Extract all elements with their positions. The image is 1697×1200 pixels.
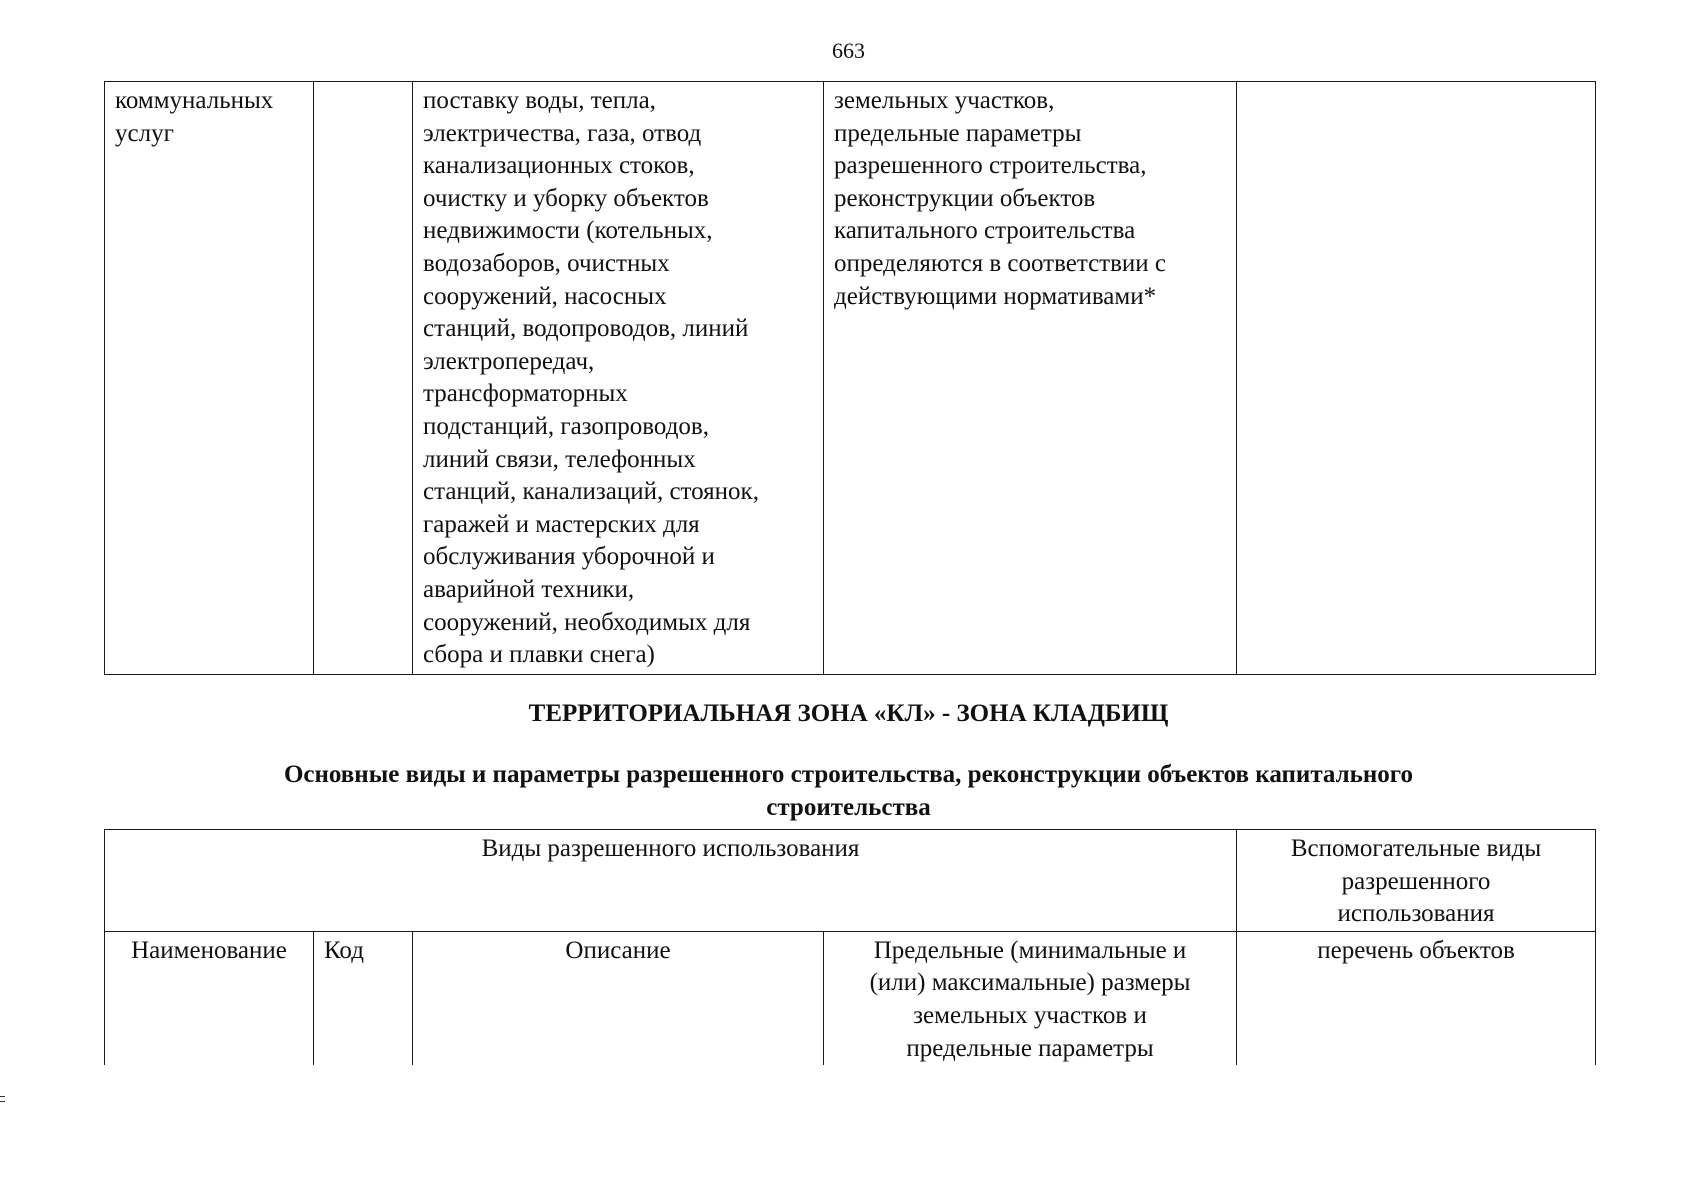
cell-line: недвижимости (котельных, bbox=[423, 217, 713, 245]
header-line: (или) максимальные) размеры bbox=[869, 969, 1191, 997]
header-line: земельных участков и bbox=[913, 1001, 1147, 1029]
cell-line: коммунальных bbox=[115, 87, 274, 114]
header-line: предельные параметры bbox=[906, 1034, 1154, 1062]
table-row bbox=[105, 82, 1596, 675]
header-line: Предельные (минимальные и bbox=[873, 936, 1187, 964]
header-objects: перечень объектов bbox=[1237, 931, 1596, 1065]
cell-line: водозаборов, очистных bbox=[423, 249, 670, 277]
cell-line: поставку воды, тепла, bbox=[423, 87, 656, 114]
header-permitted-uses: Виды разрешенного использования bbox=[105, 830, 1237, 932]
cell-line: определяются в соответствии с bbox=[834, 249, 1167, 277]
cell-line: станций, канализаций, стоянок, bbox=[423, 478, 759, 506]
cell-line: обслуживания уборочной и bbox=[423, 543, 715, 571]
cell-line: предельные параметры bbox=[834, 119, 1082, 147]
cell-auxiliary bbox=[1237, 82, 1596, 675]
cell-line: гаражей и мастерских для bbox=[423, 510, 700, 538]
cell-name bbox=[105, 82, 314, 675]
cell-limits bbox=[824, 82, 1237, 675]
cell-code bbox=[314, 82, 413, 675]
cell-line: сооружений, насосных bbox=[423, 282, 667, 310]
section-title bbox=[0, 758, 1697, 824]
header-line: разрешенного bbox=[1341, 867, 1491, 895]
cell-line: сооружений, необходимых для bbox=[423, 608, 751, 636]
header-line: использования bbox=[1337, 900, 1495, 928]
cell-line: земельных участков, bbox=[834, 87, 1055, 114]
cell-line: сбора и плавки снега) bbox=[423, 641, 655, 669]
table-header-row bbox=[105, 830, 1596, 932]
zone-title: ТЕРРИТОРИАЛЬНАЯ ЗОНА «КЛ» - ЗОНА КЛАДБИЩ bbox=[528, 700, 1169, 727]
cell-line: капитального строительства bbox=[834, 217, 1136, 245]
cell-line: трансформаторных bbox=[423, 380, 628, 408]
scan-mark bbox=[0, 1096, 5, 1102]
header-limits bbox=[824, 931, 1237, 1065]
header-description: Описание bbox=[413, 931, 824, 1065]
section-title-line: строительства bbox=[766, 794, 931, 821]
section-title-line: Основные виды и параметры разрешенного строительства, реконструкции объектов капитального bbox=[283, 761, 1414, 788]
cell-line: аварийной техники, bbox=[423, 575, 635, 603]
cell-line: реконструкции объектов bbox=[834, 184, 1096, 212]
cell-line: канализационных стоков, bbox=[423, 152, 695, 180]
header-name: Наименование bbox=[105, 931, 314, 1065]
cell-line: станций, водопроводов, линий bbox=[423, 315, 749, 343]
page-number: 663 bbox=[832, 38, 865, 63]
cell-line: очистку и уборку объектов bbox=[423, 184, 709, 212]
cell-line: электричества, газа, отвод bbox=[423, 119, 702, 147]
cell-line: услуг bbox=[115, 119, 174, 147]
table-continuation bbox=[104, 81, 1596, 675]
cell-line: линий связи, телефонных bbox=[423, 445, 696, 473]
header-code: Код bbox=[314, 931, 413, 1065]
table-permitted-uses bbox=[104, 829, 1596, 1065]
cell-line: подстанций, газопроводов, bbox=[423, 412, 709, 440]
cell-line: электропередач, bbox=[423, 347, 595, 375]
cell-line: действующими нормативами* bbox=[834, 282, 1157, 310]
table-column-headers bbox=[105, 931, 1596, 1065]
header-auxiliary-uses bbox=[1237, 830, 1596, 932]
cell-line: разрешенного строительства, bbox=[834, 152, 1147, 180]
header-line: Вспомогательные виды bbox=[1290, 835, 1542, 862]
cell-description bbox=[413, 82, 824, 675]
